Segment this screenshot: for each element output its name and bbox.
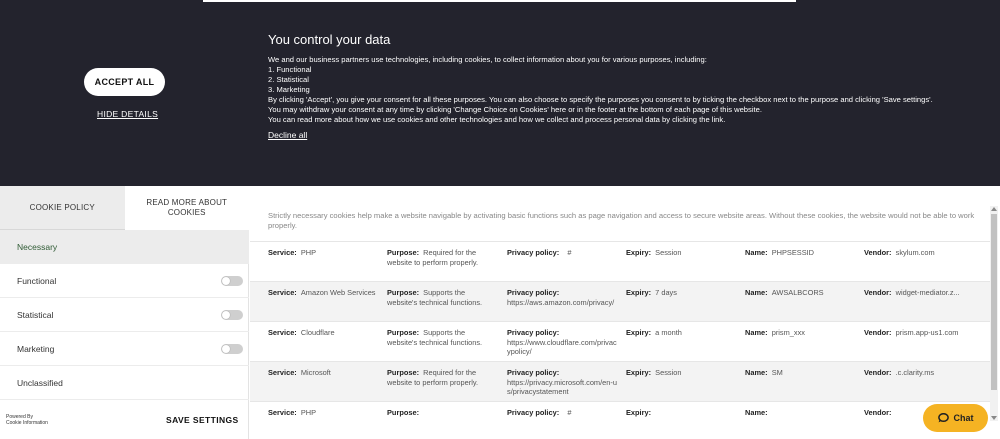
vendor-cell bbox=[864, 288, 989, 298]
purpose-cell bbox=[387, 368, 497, 387]
table-row bbox=[250, 241, 990, 281]
service-label: Service: bbox=[268, 408, 297, 417]
marketing-toggle[interactable] bbox=[221, 344, 243, 354]
service-cell bbox=[268, 368, 378, 378]
table-row bbox=[250, 401, 990, 439]
functional-toggle[interactable] bbox=[221, 276, 243, 286]
expiry-label: Expiry: bbox=[626, 328, 652, 337]
name-value: AWSALBCORS bbox=[771, 288, 824, 297]
vendor-value: .c.clarity.ms bbox=[895, 368, 935, 377]
purpose-value: Required for the website to perform properly. bbox=[387, 248, 479, 267]
category-statistical[interactable] bbox=[0, 298, 249, 332]
service-label: Service: bbox=[268, 248, 297, 257]
service-label: Service: bbox=[268, 328, 297, 337]
expiry-label: Expiry: bbox=[626, 288, 652, 297]
name-label: Name: bbox=[745, 368, 768, 377]
vendor-value: prism.app-us1.com bbox=[895, 328, 959, 337]
expiry-cell bbox=[626, 368, 736, 378]
statistical-toggle[interactable] bbox=[221, 310, 243, 320]
name-cell bbox=[745, 408, 855, 418]
expiry-label: Expiry: bbox=[626, 368, 652, 377]
name-label: Name: bbox=[745, 408, 768, 417]
category-unclassified[interactable] bbox=[0, 366, 249, 400]
privacy-cell bbox=[507, 368, 617, 397]
policy-tabs bbox=[0, 186, 249, 230]
vertical-scrollbar[interactable] bbox=[990, 206, 998, 421]
purpose-cell bbox=[387, 288, 497, 307]
purpose-label: Purpose: bbox=[387, 408, 420, 417]
name-label: Name: bbox=[745, 288, 768, 297]
expiry-cell bbox=[626, 328, 736, 338]
name-cell bbox=[745, 288, 855, 298]
purpose-value: Supports the website's technical functions. bbox=[387, 328, 483, 347]
table-row bbox=[250, 281, 990, 321]
expiry-cell bbox=[626, 248, 736, 258]
category-necessary[interactable] bbox=[0, 230, 249, 264]
service-cell bbox=[268, 328, 378, 338]
name-label: Name: bbox=[745, 248, 768, 257]
purpose-label: Purpose: bbox=[387, 288, 420, 297]
save-settings-button[interactable]: SAVE SETTINGS bbox=[166, 415, 239, 425]
powered-by-line: Powered By bbox=[6, 414, 33, 420]
service-value: Cloudflare bbox=[300, 328, 335, 337]
privacy-label: Privacy policy: bbox=[507, 328, 560, 337]
banner-text bbox=[268, 55, 988, 125]
vendor-cell bbox=[864, 368, 989, 378]
vendor-value: widget-mediator.z... bbox=[895, 288, 960, 297]
banner-line: 3. Marketing bbox=[268, 85, 310, 94]
vendor-cell bbox=[864, 248, 989, 258]
vendor-value: skylum.com bbox=[895, 248, 935, 257]
purpose-cell bbox=[387, 328, 497, 347]
category-marketing[interactable] bbox=[0, 332, 249, 366]
privacy-label: Privacy policy: bbox=[507, 408, 560, 417]
powered-by-brand: Cookie Information bbox=[6, 420, 48, 426]
banner-actions bbox=[0, 0, 249, 186]
vendor-label: Vendor: bbox=[864, 408, 892, 417]
name-label: Name: bbox=[745, 328, 768, 337]
vendor-label: Vendor: bbox=[864, 248, 892, 257]
service-cell bbox=[268, 408, 378, 418]
expiry-value: 7 days bbox=[655, 288, 677, 297]
name-cell bbox=[745, 328, 855, 338]
vendor-cell bbox=[864, 328, 989, 338]
tab-cookie-policy[interactable]: COOKIE POLICY bbox=[0, 186, 125, 230]
privacy-link[interactable]: https://www.cloudflare.com/privacypolicy/ bbox=[507, 337, 617, 356]
name-cell bbox=[745, 248, 855, 258]
purpose-cell bbox=[387, 248, 497, 267]
service-value: Microsoft bbox=[300, 368, 331, 377]
expiry-cell bbox=[626, 408, 736, 418]
scrollbar-thumb[interactable] bbox=[991, 214, 997, 390]
service-value: PHP bbox=[300, 408, 317, 417]
scroll-up-arrow-icon[interactable] bbox=[991, 207, 997, 211]
purpose-label: Purpose: bbox=[387, 368, 420, 377]
decline-all-link[interactable]: Decline all bbox=[268, 130, 308, 140]
expiry-label: Expiry: bbox=[626, 248, 652, 257]
vendor-label: Vendor: bbox=[864, 328, 892, 337]
privacy-cell bbox=[507, 408, 617, 418]
category-description: Strictly necessary cookies help make a website navigable by activating basic functions such as page navigation and access to secure website areas. Without these cookies, the website would not be able to work properly. bbox=[268, 211, 975, 230]
privacy-link[interactable]: https://aws.amazon.com/privacy/ bbox=[507, 297, 615, 307]
expiry-value: Session bbox=[655, 248, 682, 257]
service-cell bbox=[268, 288, 378, 298]
cookie-table bbox=[250, 241, 990, 439]
powered-by[interactable] bbox=[6, 414, 48, 426]
category-functional[interactable] bbox=[0, 264, 249, 298]
service-cell bbox=[268, 248, 378, 258]
category-label: Marketing bbox=[17, 343, 55, 354]
scroll-down-arrow-icon[interactable] bbox=[991, 416, 997, 420]
privacy-label: Privacy policy: bbox=[507, 368, 560, 377]
category-panel bbox=[0, 186, 249, 439]
banner-line: We and our business partners use technologies, including cookies, to collect information about you for various purposes, including: bbox=[268, 55, 707, 64]
service-value: Amazon Web Services bbox=[300, 288, 376, 297]
service-label: Service: bbox=[268, 368, 297, 377]
table-row bbox=[250, 361, 990, 401]
chat-label: Chat bbox=[953, 413, 974, 423]
consent-banner bbox=[0, 0, 1000, 186]
purpose-label: Purpose: bbox=[387, 328, 420, 337]
chat-bubble-icon bbox=[938, 413, 949, 423]
vendor-label: Vendor: bbox=[864, 368, 892, 377]
accept-all-button[interactable]: ACCEPT ALL bbox=[84, 68, 165, 96]
banner-line: 1. Functional bbox=[268, 65, 312, 74]
banner-line: By clicking 'Accept', you give your consent for all these purposes. You can also choose to specify the purposes you consent to by ticking the checkbox next to the purpose and clicking 'Save settings'. bbox=[268, 95, 933, 104]
category-label: Unclassified bbox=[17, 377, 63, 388]
privacy-link[interactable]: https://privacy.microsoft.com/en-us/privacystatement bbox=[507, 377, 617, 396]
privacy-label: Privacy policy: bbox=[507, 288, 560, 297]
expiry-value: Session bbox=[655, 368, 682, 377]
banner-line: 2. Statistical bbox=[268, 75, 309, 84]
category-label: Statistical bbox=[17, 309, 54, 320]
purpose-cell bbox=[387, 408, 497, 418]
purpose-label: Purpose: bbox=[387, 248, 420, 257]
cookie-details bbox=[250, 186, 1000, 439]
privacy-value: # bbox=[567, 408, 572, 417]
expiry-cell bbox=[626, 288, 736, 298]
service-label: Service: bbox=[268, 288, 297, 297]
table-row bbox=[250, 321, 990, 361]
banner-line: You may withdraw your consent at any time by clicking 'Change Choice on Cookies' here or in the footer at the bottom of each page of this website. bbox=[268, 105, 762, 114]
top-edge-strip bbox=[203, 0, 796, 2]
banner-title: You control your data bbox=[268, 32, 391, 47]
name-value: PHPSESSID bbox=[771, 248, 815, 257]
service-value: PHP bbox=[300, 248, 317, 257]
privacy-label: Privacy policy: bbox=[507, 248, 560, 257]
privacy-cell bbox=[507, 288, 617, 307]
expiry-value: a month bbox=[655, 328, 682, 337]
privacy-cell bbox=[507, 328, 617, 357]
vendor-label: Vendor: bbox=[864, 288, 892, 297]
hide-details-link[interactable]: HIDE DETAILS bbox=[97, 109, 159, 119]
category-list bbox=[0, 230, 249, 400]
chat-button[interactable] bbox=[923, 404, 988, 432]
privacy-value: # bbox=[567, 248, 572, 257]
purpose-value: Required for the website to perform properly. bbox=[387, 368, 479, 387]
category-label: Functional bbox=[17, 275, 57, 286]
banner-line: You can read more about how we use cookies and other technologies and how we collect and process personal data by clicking the link. bbox=[268, 115, 726, 124]
expiry-label: Expiry: bbox=[626, 408, 652, 417]
name-value: prism_xxx bbox=[771, 328, 805, 337]
purpose-value: Supports the website's technical functions. bbox=[387, 288, 483, 307]
privacy-cell bbox=[507, 248, 617, 258]
banner-content bbox=[268, 32, 988, 143]
tab-read-more[interactable]: READ MORE ABOUT COOKIES bbox=[125, 186, 250, 230]
name-value: SM bbox=[771, 368, 783, 377]
category-label: Necessary bbox=[17, 241, 58, 252]
name-cell bbox=[745, 368, 855, 378]
